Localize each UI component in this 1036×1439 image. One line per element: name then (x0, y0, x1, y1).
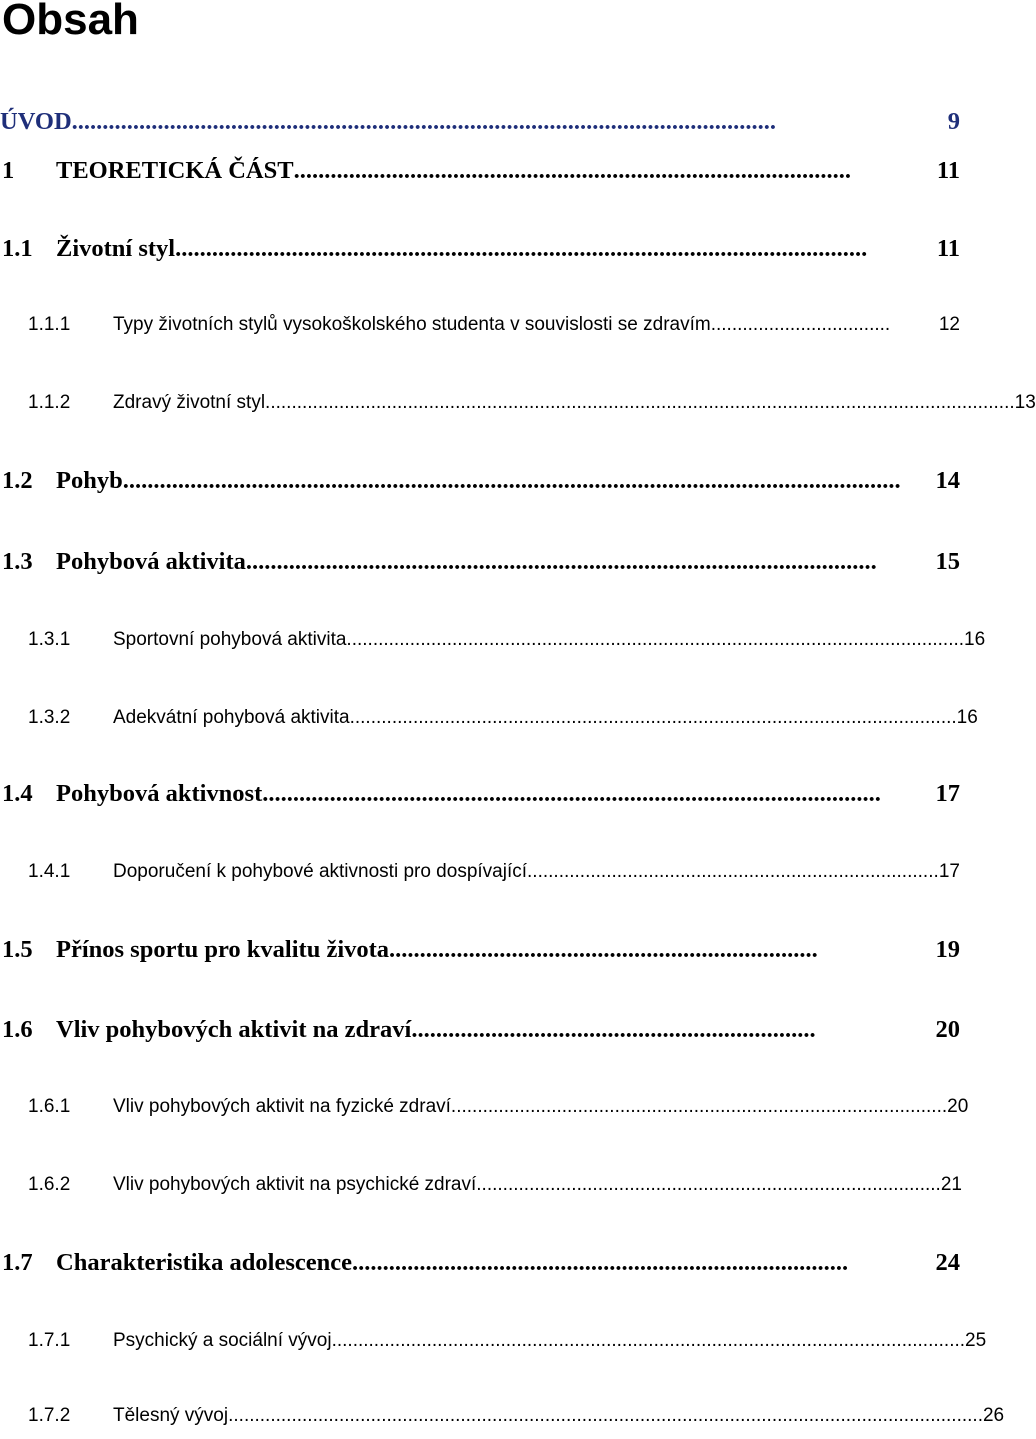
toc-number: 1.1 (2, 235, 33, 262)
toc-page: 19 (935, 936, 960, 963)
toc-entry-1-6-1[interactable] (0, 1096, 969, 1130)
toc-number: 1.3 (2, 548, 33, 575)
toc-page: 20 (935, 1016, 960, 1043)
toc-leader: .............................................................................................................................................. (265, 392, 1015, 413)
toc-entry-1-3-2[interactable] (0, 707, 978, 741)
toc-entry-1-6[interactable] (0, 1016, 960, 1050)
toc-entry-1-4[interactable] (0, 780, 960, 814)
toc-leader: ................................................................................................................... (71, 108, 777, 135)
toc-leader: ..................................................................................................................... (346, 629, 965, 650)
toc-page: 12 (938, 314, 960, 335)
toc-number: 1.2 (2, 467, 33, 494)
toc-leader: ........................................................................................................................ (331, 1330, 966, 1351)
toc-leader: ................................................................................................................... (349, 707, 957, 728)
toc-number: 1.6.1 (28, 1096, 71, 1117)
toc-title: Typy životních stylů vysokoškolského studenta v souvislosti se zdravím (113, 314, 711, 335)
toc-number: 1.3.1 (28, 629, 71, 650)
toc-leader: ..................................................................................................... (262, 780, 881, 807)
toc-entry-1-7[interactable] (0, 1249, 960, 1283)
toc-entry-1-3-1[interactable] (0, 629, 986, 663)
toc-number: 1.1.2 (28, 392, 71, 413)
toc-leader: .................................................................. (411, 1016, 816, 1043)
toc-number: 1.4 (2, 780, 33, 807)
toc-page: 15 (935, 548, 960, 575)
toc-leader: .............................................................................. (527, 861, 939, 882)
toc-number: 1.7.1 (28, 1330, 71, 1351)
toc-page: 13 (1014, 392, 1036, 413)
toc-page: 20 (947, 1096, 969, 1117)
toc-entry-1-3[interactable] (0, 548, 960, 582)
toc-title: Pohybová aktivita (56, 548, 246, 575)
toc-leader: ........................................................................................... (293, 157, 851, 184)
toc-leader: ............................................................................................................................................... (228, 1405, 983, 1426)
toc-page: 17 (938, 861, 960, 882)
toc-page: 11 (936, 157, 960, 184)
toc-leader: ............................................................................................................................... (122, 467, 901, 494)
toc-entry-1-5[interactable] (0, 936, 960, 970)
toc-number: 1.6 (2, 1016, 33, 1043)
toc-title: Adekvátní pohybová aktivita (113, 707, 350, 728)
toc-leader: ....................................................................................................... (245, 548, 877, 575)
toc-title: Přínos sportu pro kvalitu života (56, 936, 390, 963)
toc-entry-1-4-1[interactable] (0, 861, 960, 895)
toc-title: Tělesný vývoj (113, 1405, 229, 1426)
toc-leader: ........................................................................................ (476, 1174, 941, 1195)
toc-title: Doporučení k pohybové aktivnosti pro dospívající (113, 861, 528, 882)
toc-page: 11 (936, 235, 960, 262)
toc-number: 1.1.1 (28, 314, 71, 335)
toc-number: 1.3.2 (28, 707, 71, 728)
toc-entry-1-1[interactable] (0, 235, 960, 269)
toc-entry-uvod[interactable] (0, 108, 960, 142)
toc-title: Psychický a sociální vývoj (113, 1330, 332, 1351)
toc-title: Charakteristika adolescence (56, 1249, 352, 1276)
toc-title: Vliv pohybových aktivit na zdraví (56, 1016, 412, 1043)
toc-title: Sportovní pohybová aktivita (113, 629, 347, 650)
toc-entry-1-7-1[interactable] (0, 1330, 987, 1364)
toc-page: 25 (965, 1330, 987, 1351)
toc-page: 14 (935, 467, 960, 494)
toc-entry-1[interactable] (0, 157, 960, 191)
toc-page: 24 (935, 1249, 960, 1276)
toc-leader: ................................................................................................................. (175, 235, 868, 262)
toc-page: 21 (940, 1174, 962, 1195)
toc-entry-1-2[interactable] (0, 467, 960, 501)
toc-leader: ...................................................................... (389, 936, 818, 963)
toc-page: 17 (935, 780, 960, 807)
toc-page: 9 (947, 108, 960, 135)
toc-title: Vliv pohybových aktivit na psychické zdraví (113, 1174, 477, 1195)
toc-entry-1-1-2[interactable] (0, 392, 1036, 426)
toc-title: Pohyb (56, 467, 123, 494)
toc-entry-1-7-2[interactable] (0, 1405, 1005, 1439)
toc-number: 1.7 (2, 1249, 33, 1276)
toc-number: 1.4.1 (28, 861, 71, 882)
toc-page: 16 (956, 707, 978, 728)
page-title: Obsah (2, 0, 139, 44)
toc-leader: .................................. (710, 314, 891, 335)
toc-number: 1.7.2 (28, 1405, 71, 1426)
toc-number: 1.6.2 (28, 1174, 71, 1195)
toc-title: ÚVOD (0, 108, 72, 135)
toc-number: 1 (2, 157, 15, 184)
toc-entry-1-6-2[interactable] (0, 1174, 960, 1208)
toc-page: 16 (964, 629, 986, 650)
toc-title: Zdravý životní styl (113, 392, 266, 413)
toc-title: Pohybová aktivnost (56, 780, 263, 807)
toc-title: Životní styl (56, 235, 176, 262)
toc-number: 1.5 (2, 936, 33, 963)
toc-title: TEORETICKÁ ČÁST (56, 157, 294, 184)
toc-entry-1-1-1[interactable] (0, 314, 960, 348)
toc-leader: .............................................................................................. (450, 1096, 948, 1117)
toc-page: 26 (982, 1405, 1005, 1426)
toc-title: Vliv pohybových aktivit na fyzické zdraví (113, 1096, 451, 1117)
toc-leader: ................................................................................. (352, 1249, 849, 1276)
